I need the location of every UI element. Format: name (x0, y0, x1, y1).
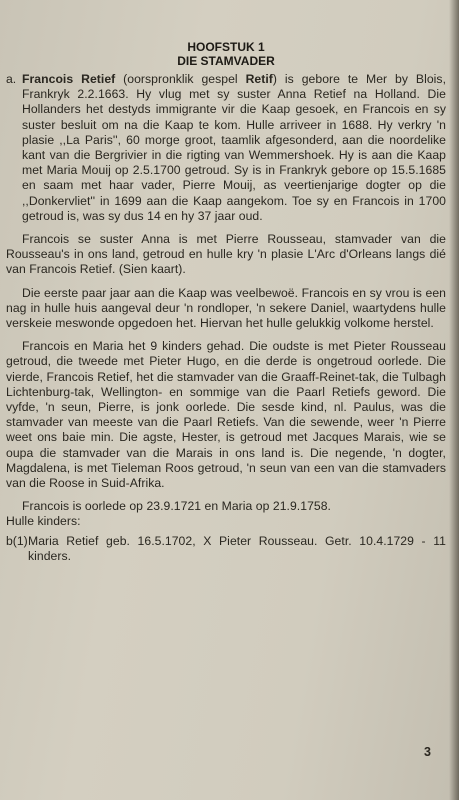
paragraph-children: Francois en Maria het 9 kinders gehad. Die oudste is met Pieter Rousseau getroud, die tweede met Pieter Hugo, en die derde is ongetroud oorlede. Die vierde, Francois Retief, het die stamvader van die Graaff-Reinet-tak, die Tulbagh Lichtenburg-tak, Wellington- en sommige van die Paarl Retiefs geword. Die vyfde, 'n seun, Pierre, is jonk oorlede. Die sesde kind, nl. Paulus, was die stamvader van meeste van die Paarl Retiefs. Van die sewende, weer 'n Pierre weet ons baie min. Die agste, Hester, is getroud met Jacques Marais, wie se oupa die stamvader van die Marais in ons land is. Die negende, 'n dogter, Magdalena, is met Tieleman Roos getroud, 'n seun van een van die stamvaders van die Roose in Suid-Afrika. (6, 339, 446, 491)
page-number: 3 (424, 745, 431, 759)
original-spelling: Retif (245, 72, 273, 86)
paragraph-anna: Francois se suster Anna is met Pierre Rousseau, stamvader van die Rousseau's in ons land, getroud en hulle kry 'n plasie L'Arc d'Orleans langs dié van Francois Retief. (Sien kaart). (6, 232, 446, 277)
paragraph-a-marker: a. (6, 72, 17, 86)
paragraph-a-paren: (oorspronklik gespel (115, 72, 246, 86)
paragraph-death-dates: Francois is oorlede op 23.9.1721 en Maria op 21.9.1758. (22, 499, 331, 514)
paragraph-early-years: Die eerste paar jaar aan die Kaap was veelbewoë. Francois en sy vrou is een nag in hulle huis aangeval deur 'n rondloper, 'n sekere Daniel, waartydens hulle verskeie meswonde opgedoen het. Hiervan het hulle gelukkig volkome herstel. (6, 285, 446, 331)
paragraph-a (6, 72, 446, 224)
list-item (6, 534, 446, 564)
page-edge-shadow (449, 0, 459, 800)
list-item-marker: b(1) (6, 533, 28, 548)
paragraph-a-text (22, 72, 446, 224)
paragraph-a-rest: ) is gebore te Mer by Blois, Frankryk 2.2.1663. Hy vlug met sy suster Anna Retief na Holland. Die Hollanders het destyds immigrante vir die Kaap gesoek, en Francois en sy suster besluit om na die Kaap te kom. Hulle arriveer in 1688. Hy verkry 'n plasie ,,La Paris'', 60 morge groot, taamlik afgesonderd, aan die noordelike kant van die Bergrivier in die rigting van Wemmershoek. Hy is aan die Kaap met Maria Mouij op 2.5.1700 getroud. Sy is in Frankryk gebore op 15.5.1685 en saam met haar vader, Pierre Mouij, as veertienjarige dogter op die ,,Donkervliet'' in 1699 aan die Kaap aangekom. Toe sy en Francois in 1700 getroud is, was sy dus 14 en hy 37 jaar oud. (22, 72, 447, 223)
person-name: Francois Retief (22, 72, 116, 86)
chapter-title: DIE STAMVADER (177, 54, 275, 68)
children-heading: Hulle kinders: (6, 514, 81, 529)
page-text-block (6, 40, 446, 564)
chapter-number: HOOFSTUK 1 (187, 40, 265, 54)
list-item-text: Maria Retief geb. 16.5.1702, X Pieter Rousseau. Getr. 10.4.1729 - 11 kinders. (28, 533, 446, 563)
